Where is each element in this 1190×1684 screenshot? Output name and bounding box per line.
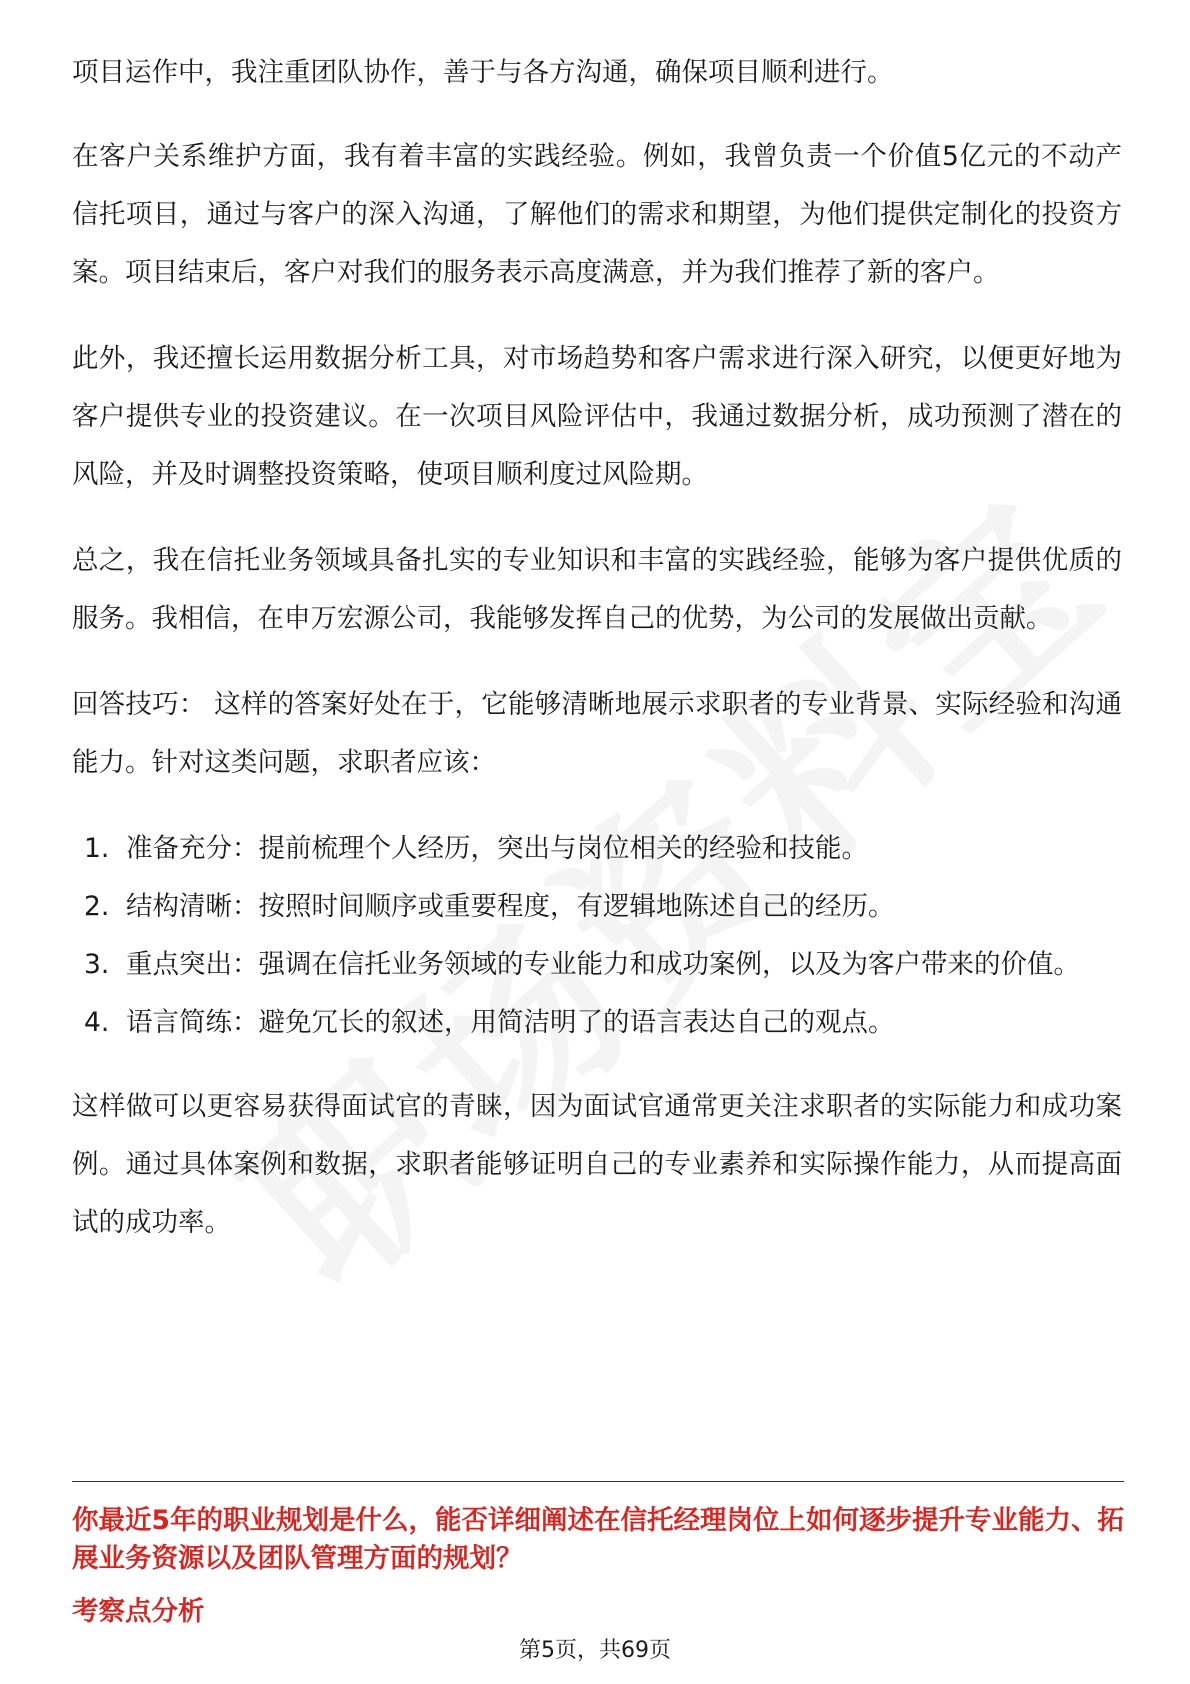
paragraph-closing: 这样做可以更容易获得面试官的青睐，因为面试官通常更关注求职者的实际能力和成功案例。通过具体案例和数据，求职者能够证明自己的专业素养和实际操作能力，从而提高面试的成功率。 (72, 1091, 1122, 1238)
list-item (72, 820, 1122, 878)
list-item-number: 2. (84, 891, 110, 922)
list-item (72, 936, 1122, 994)
tips-list (72, 820, 1122, 1052)
section-divider (72, 1481, 1124, 1482)
paragraph-answer-tips: 回答技巧： 这样的答案好处在于，它能够清晰地展示求职者的专业背景、实际经验和沟通能力。针对这类问题，求职者应该： (72, 689, 1122, 778)
paragraph-teamwork: 项目运作中，我注重团队协作，善于与各方沟通，确保项目顺利进行。 (72, 57, 894, 88)
page-footer: 第5页，共69页 (519, 1638, 671, 1663)
interview-question: 你最近5年的职业规划是什么，能否详细阐述在信托经理岗位上如何逐步提升专业能力、拓展业务资源以及团队管理方面的规划？ (72, 1505, 1124, 1574)
paragraph-summary: 总之，我在信托业务领域具备扎实的专业知识和丰富的实践经验，能够为客户提供优质的服务。我相信，在申万宏源公司，我能够发挥自己的优势，为公司的发展做出贡献。 (72, 545, 1122, 634)
paragraph-data-analysis: 此外，我还擅长运用数据分析工具，对市场趋势和客户需求进行深入研究，以便更好地为客户提供专业的投资建议。在一次项目风险评估中，我通过数据分析，成功预测了潜在的风险，并及时调整投资策略，使项目顺利度过风险期。 (72, 343, 1122, 490)
main-content (72, 44, 1122, 1280)
list-item-text: 语言简练：避免冗长的叙述，用简洁明了的语言表达自己的观点。 (126, 1007, 895, 1038)
list-item (72, 878, 1122, 936)
list-item-text: 重点突出：强调在信托业务领域的专业能力和成功案例，以及为客户带来的价值。 (126, 949, 1080, 980)
list-item (72, 994, 1122, 1052)
list-item-number: 3. (84, 949, 110, 980)
list-item-text: 结构清晰：按照时间顺序或重要程度，有逻辑地陈述自己的经历。 (126, 891, 895, 922)
list-item-number: 4. (84, 1007, 110, 1038)
section-heading: 考察点分析 (72, 1596, 205, 1627)
paragraph-client-relations: 在客户关系维护方面，我有着丰富的实践经验。例如，我曾负责一个价值5亿元的不动产信托项目，通过与客户的深入沟通，了解他们的需求和期望，为他们提供定制化的投资方案。项目结束后，客户对我们的服务表示高度满意，并为我们推荐了新的客户。 (72, 141, 1122, 288)
list-item-number: 1. (84, 833, 110, 864)
list-item-text: 准备充分：提前梳理个人经历，突出与岗位相关的经验和技能。 (126, 833, 868, 864)
